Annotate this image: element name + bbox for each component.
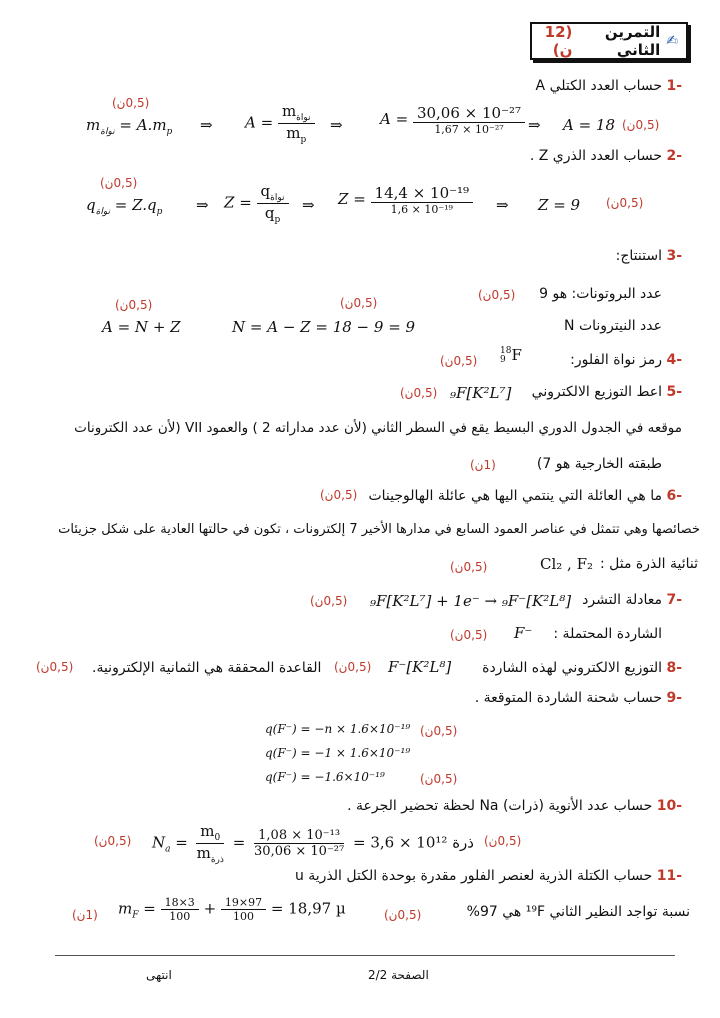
q5-line3: طبقته الخارجية هو 7) (536, 456, 662, 472)
q4-mark: (0,5ن) (440, 354, 478, 368)
q1-heading: -1 حساب العدد الكتلي A (535, 78, 682, 94)
q2-mark-1: (0,5ن) (100, 176, 138, 190)
q1-arrow-1: ⇒ (200, 116, 213, 134)
q10-mark-2: (0,5ن) (484, 834, 522, 848)
q10-formula: $N_a$ = $\frac{m_0}{m_{ذرة}}$ = $\frac{\text{1,08 × 10⁻¹³}}{\text{30,06 × 10⁻²⁷}}$ = 3,6 × 10¹² ذرة (152, 822, 474, 865)
q6-mark: (0,5ن) (320, 488, 358, 502)
q5-config: ₉F[K²L⁷] (450, 384, 512, 402)
q9-mark-2: (0,5ن) (420, 772, 458, 786)
q9-heading: -9 حساب شحنة الشاردة المتوقعة . (474, 690, 682, 706)
q2-result: Z = 9 (538, 196, 581, 214)
q2-heading: -2 حساب العدد الذري Z . (529, 148, 682, 164)
footer-page: الصفحة 2/2 (368, 968, 429, 982)
q3-heading: -3 استنتاج: (615, 248, 682, 264)
q11-formula: $m_F$ = $\frac{18\times 3}{100}$ + $\frac{19\times 97}{100}$ = 18,97 µ (118, 896, 346, 923)
q10-mark-1: (0,5ن) (94, 834, 132, 848)
exercise-title-box (530, 22, 688, 60)
exercise-title: التمرين الثاني (604, 23, 661, 59)
q11-isotope: نسبة تواجد النظير الثاني ¹⁹F هي 97% (466, 904, 690, 920)
q3-eq1: A = N + Z (102, 318, 181, 336)
q2-formula-1: $q_{نواة} = Z.q_p$ (86, 196, 163, 217)
footer-end: انتهى (146, 968, 172, 982)
q7-mark: (0,5ن) (310, 594, 348, 608)
q6-examples: Cl₂ , F₂ (540, 555, 594, 573)
q2-formula-3: Z = $\frac{\text{14,4 × 10⁻¹⁹}}{\text{1,6 × 10⁻¹⁹}}$ (338, 184, 473, 216)
pen-icon: ✍ (666, 33, 678, 49)
footer-divider (55, 955, 675, 956)
exercise-points: (12 ن) (544, 23, 573, 59)
q5-mark: (0,5ن) (400, 386, 438, 400)
q8-config: F⁻[K²L⁸] (388, 658, 452, 676)
q3-mark-2: (0,5ن) (115, 298, 153, 312)
q3-eq2: N = A − Z = 18 − 9 = 9 (232, 318, 416, 336)
q11-heading: -11 حساب الكتلة الذرية لعنصر الفلور مقدرة بوحدة الكتل الذرية u (294, 868, 682, 884)
q1-mark-1: (0,5ن) (112, 96, 150, 110)
q6-mark-2: (0,5ن) (450, 560, 488, 574)
q7-ion: F⁻ (514, 624, 533, 642)
q3-protons: عدد البروتونات: هو 9 (539, 286, 662, 302)
q2-arrow-1: ⇒ (196, 196, 209, 214)
q6-line3: ثنائية الذرة مثل : (599, 556, 698, 572)
q2-mark-2: (0,5ن) (606, 196, 644, 210)
q9-line3: q(F⁻) = −1.6×10⁻¹⁹ (265, 770, 385, 784)
q8-mark: (0,5ن) (334, 660, 372, 674)
q3-mark-1: (0,5ن) (478, 288, 516, 302)
q7-mark-2: (0,5ن) (450, 628, 488, 642)
q1-result: A = 18 (563, 116, 616, 134)
q3-mark-3: (0,5ن) (340, 296, 378, 310)
q7-equation: ₉F[K²L⁷] + 1e⁻ → ₉F⁻[K²L⁸] (370, 592, 572, 610)
q8-heading: -8 التوزيع الالكتروني لهذه الشاردة (482, 660, 682, 676)
q2-formula-2: Z = $\frac{q_{نواة}}{q_p}$ (224, 182, 289, 225)
q1-formula-1: $m_{نواة} = A.m_p$ (86, 116, 173, 137)
q1-arrow-2: ⇒ (330, 116, 343, 134)
q11-mark-2: (0,5ن) (384, 908, 422, 922)
q9-mark-1: (0,5ن) (420, 724, 458, 738)
q5-mark-2: (1ن) (470, 458, 496, 472)
q8-mark-2: (0,5ن) (36, 660, 74, 674)
q11-mark-1: (1ن) (72, 908, 98, 922)
q1-arrow-3: ⇒ (528, 116, 541, 134)
q7-heading: -7 معادلة التشرد (582, 592, 682, 608)
q1-formula-3: A = $\frac{\text{30,06 × 10⁻²⁷}}{\text{1,67 × 10⁻²⁷}}$ (380, 104, 525, 136)
q4-symbol: 18 9 F (500, 346, 522, 365)
q1-mark-2: (0,5ن) (622, 118, 660, 132)
q6-heading: -6 ما هي العائلة التي ينتمي اليها هي عائلة الهالوجينات (368, 488, 682, 504)
q10-heading: -10 حساب عدد الأنوية (ذرات) Na لحظة تحضير الجرعة . (347, 798, 682, 814)
q4-heading: -4 رمز نواة الفلور: (570, 352, 682, 368)
q7-line2: الشاردة المحتملة : (553, 626, 662, 642)
q2-arrow-2: ⇒ (302, 196, 315, 214)
q9-line1: q(F⁻) = −n × 1.6×10⁻¹⁹ (265, 722, 411, 736)
q6-line2: خصائصها وهي تتمثل في عناصر العمود السابع في مدارها الأخير 7 إلكترونات ، تكون في حالتها العادية على شكل جزيئات (58, 522, 700, 537)
q9-line2: q(F⁻) = −1 × 1.6×10⁻¹⁹ (265, 746, 411, 760)
q2-arrow-3: ⇒ (496, 196, 509, 214)
q5-heading: -5 اعط التوزيع الالكتروني (531, 384, 682, 400)
q3-neutrons: عدد النيترونات N (564, 318, 662, 334)
q5-line2: موقعه في الجدول الدوري البسيط يقع في السطر الثاني (لأن عدد مداراته 2 ) والعمود VII (لأن عدد الكترونات (74, 420, 682, 436)
q8-rule: القاعدة المحققة هي الثمانية الإلكترونية. (92, 660, 322, 676)
q1-formula-2: A = $\frac{m_{نواة}}{m_p}$ (245, 102, 315, 145)
